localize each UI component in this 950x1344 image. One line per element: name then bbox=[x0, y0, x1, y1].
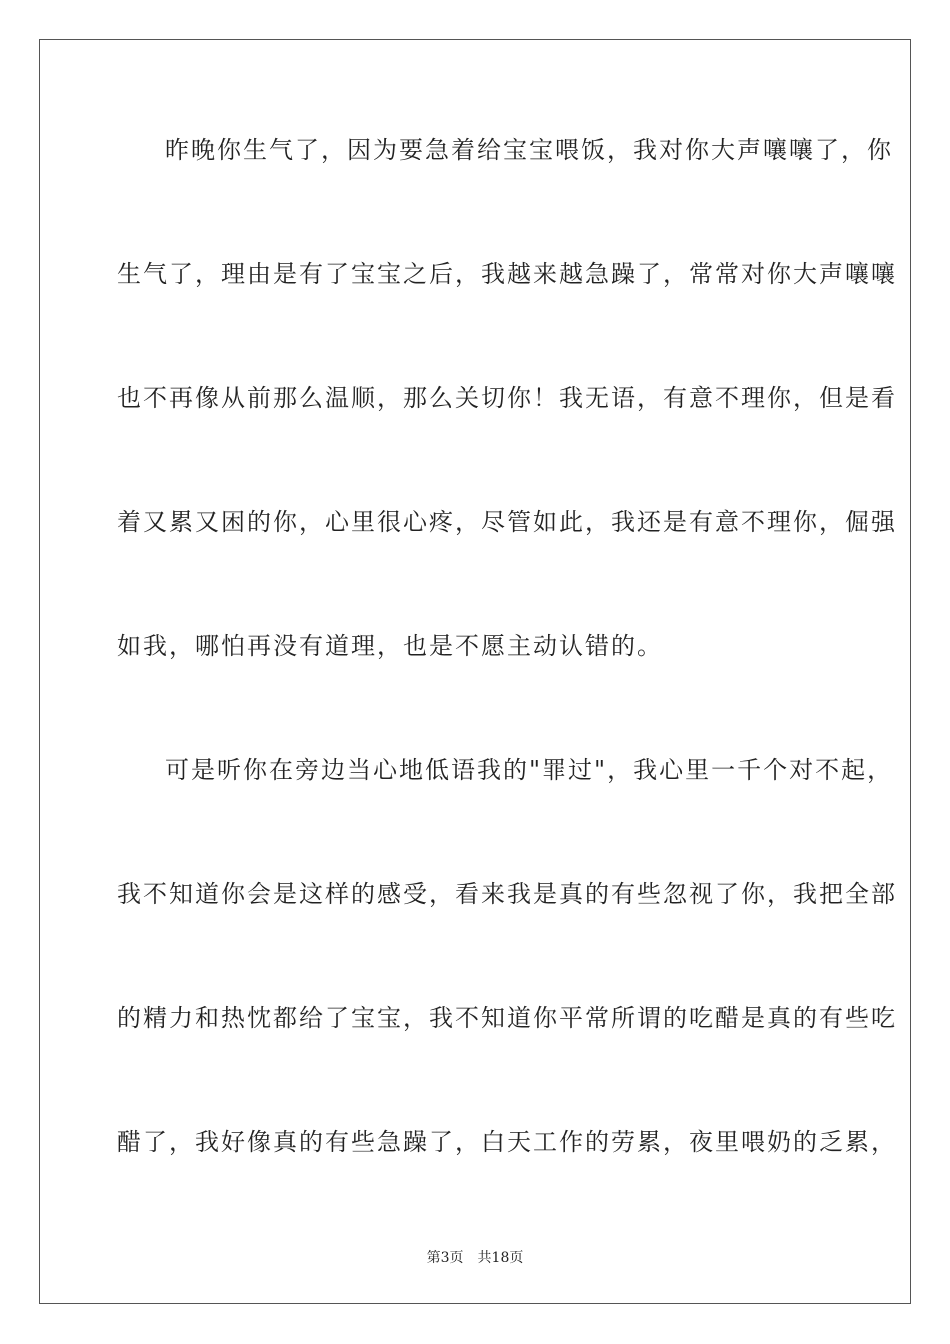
paragraph-1-line-5: 如我，哪怕再没有道理，也是不愿主动认错的。 bbox=[117, 632, 663, 660]
paragraph-1-line-2: 生气了，理由是有了宝宝之后，我越来越急躁了，常常对你大声嚷嚷 bbox=[117, 260, 897, 288]
page-footer bbox=[0, 1247, 950, 1267]
page-number: 第3页 bbox=[426, 1250, 464, 1266]
paragraph-2-line-1: 可是听你在旁边当心地低语我的"罪过"，我心里一千个对不起， bbox=[165, 756, 894, 784]
paragraph-1-line-4: 着又累又困的你，心里很心疼，尽管如此，我还是有意不理你，倔强 bbox=[117, 508, 897, 536]
paragraph-2-line-2: 我不知道你会是这样的感受，看来我是真的有些忽视了你，我把全部 bbox=[117, 880, 897, 908]
paragraph-2-line-4: 醋了，我好像真的有些急躁了，白天工作的劳累，夜里喂奶的乏累， bbox=[117, 1128, 897, 1156]
page-total: 共18页 bbox=[477, 1250, 524, 1266]
paragraph-2-line-3: 的精力和热忱都给了宝宝，我不知道你平常所谓的吃醋是真的有些吃 bbox=[117, 1004, 897, 1032]
paragraph-1-line-3: 也不再像从前那么温顺，那么关切你！我无语，有意不理你，但是看 bbox=[117, 384, 897, 412]
page-border bbox=[39, 39, 911, 1304]
paragraph-1-line-1: 昨晚你生气了，因为要急着给宝宝喂饭，我对你大声嚷嚷了，你 bbox=[165, 136, 893, 164]
